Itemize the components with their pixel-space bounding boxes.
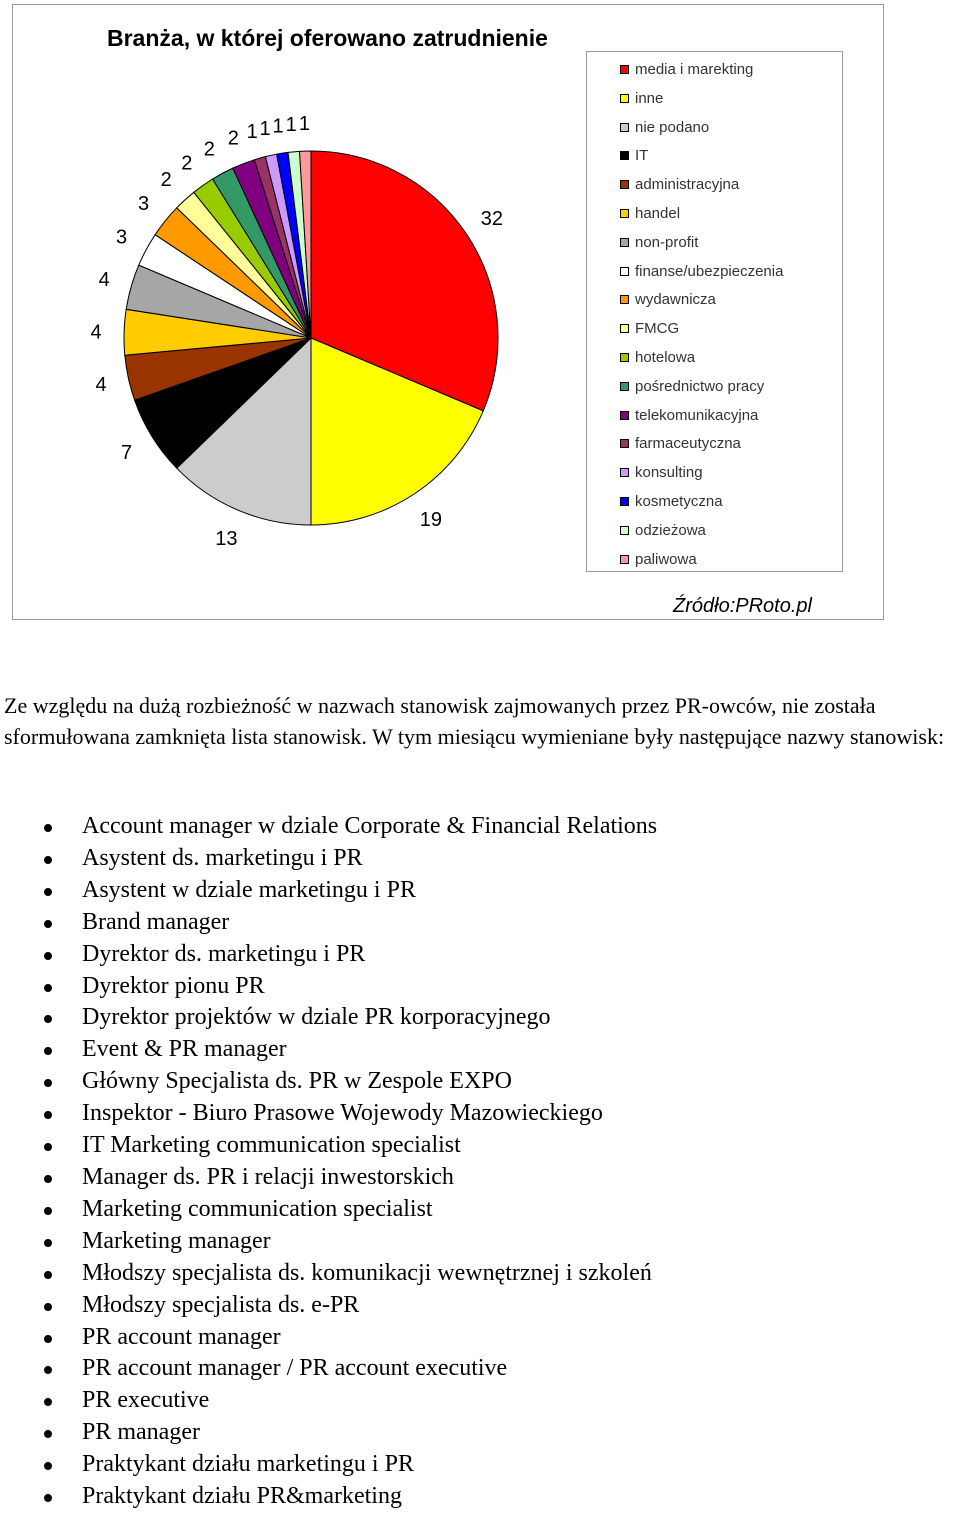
legend-item <box>635 175 739 195</box>
list-item-text: PR executive <box>82 1387 210 1414</box>
legend-item <box>635 377 764 397</box>
legend-swatch <box>620 123 629 132</box>
list-item <box>0 1034 657 1066</box>
legend-item <box>635 521 706 541</box>
list-item <box>0 1258 657 1290</box>
pie-data-label: 7 <box>120 442 133 465</box>
list-item <box>0 875 657 907</box>
legend-item <box>635 492 723 512</box>
list-item <box>0 971 657 1003</box>
list-item <box>0 939 657 971</box>
legend-swatch <box>620 526 629 535</box>
intro-paragraph: Ze względu na dużą rozbieżność w nazwach stanowisk zajmowanych przez PR-owców, nie została sformułowana zamknięta lista stanowisk. W tym miesiącu wymieniane były następujące nazwy stanowisk: <box>4 693 945 749</box>
list-item <box>0 1226 657 1258</box>
pie-data-label: 1 <box>285 113 297 136</box>
bullet-icon <box>44 1079 52 1087</box>
bullet-icon <box>44 1207 52 1215</box>
legend-swatch <box>620 267 629 276</box>
list-item <box>0 1417 657 1449</box>
list-item-text: Praktykant działu marketingu i PR <box>82 1451 414 1478</box>
list-item-text: PR account manager <box>82 1323 281 1350</box>
bullet-icon <box>44 1143 52 1151</box>
list-item <box>0 1449 657 1481</box>
legend-item <box>635 319 679 339</box>
pie-data-label: 1 <box>246 121 258 144</box>
legend-label: konsulting <box>635 464 703 482</box>
bullet-icon <box>44 1175 52 1183</box>
list-item-text: Młodszy specjalista ds. komunikacji wewnętrznej i szkoleń <box>82 1259 652 1286</box>
legend-item <box>635 204 680 224</box>
legend-item <box>635 550 697 570</box>
list-item <box>0 1130 657 1162</box>
bullet-icon <box>44 888 52 896</box>
legend-label: pośrednictwo pracy <box>635 377 765 395</box>
list-item <box>0 907 657 939</box>
legend-label: non-profit <box>635 233 699 251</box>
legend-label: finanse/ubezpieczenia <box>635 262 784 280</box>
legend-item <box>635 434 741 454</box>
list-item-text: Młodszy specjalista ds. e-PR <box>82 1291 360 1318</box>
list-item-text: PR account manager / PR account executive <box>82 1355 508 1382</box>
list-item-text: Asystent ds. marketingu i PR <box>82 844 363 871</box>
list-item-text: Inspektor - Biuro Prasowe Wojewody Mazowieckiego <box>82 1100 603 1127</box>
bullet-icon <box>44 1398 52 1406</box>
legend-swatch <box>620 324 629 333</box>
legend-label: paliwowa <box>635 550 697 568</box>
legend-label: media i marekting <box>635 61 754 78</box>
legend-swatch <box>620 411 629 420</box>
list-item <box>0 1002 657 1034</box>
legend-swatch <box>620 295 629 304</box>
pie-data-label: 2 <box>160 169 172 192</box>
pie-data-label: 13 <box>215 527 238 550</box>
list-item <box>0 1322 657 1354</box>
list-item-text: Brand manager <box>82 908 230 935</box>
legend-label: nie podano <box>635 118 710 136</box>
bullet-icon <box>44 1015 52 1023</box>
legend-label: farmaceutyczna <box>635 435 741 453</box>
pie-chart <box>13 5 585 621</box>
legend-swatch <box>620 94 629 103</box>
bullet-icon <box>44 824 52 832</box>
legend-item <box>635 118 709 138</box>
bullet-icon <box>44 1366 52 1374</box>
bullet-icon <box>44 856 52 864</box>
list-item-text: PR manager <box>82 1419 200 1446</box>
bullet-icon <box>44 1047 52 1055</box>
list-item <box>0 843 657 875</box>
legend-item <box>635 146 648 166</box>
list-item <box>0 1194 657 1226</box>
legend-swatch <box>620 439 629 448</box>
list-item-text: Główny Specjalista ds. PR w Zespole EXPO <box>82 1068 512 1095</box>
list-item-text: Asystent w dziale marketingu i PR <box>82 876 416 903</box>
bullet-icon <box>44 952 52 960</box>
legend-label: wydawnicza <box>635 291 716 309</box>
pie-data-label: 3 <box>116 226 128 249</box>
pie-data-label: 32 <box>480 208 504 231</box>
pie-data-label: 1 <box>272 115 284 138</box>
list-item <box>0 1066 657 1098</box>
legend-item <box>635 60 753 80</box>
list-item <box>0 1353 657 1385</box>
legend-swatch <box>620 497 629 506</box>
pie-data-label: 19 <box>419 508 443 531</box>
list-item-text: Marketing communication specialist <box>82 1195 433 1222</box>
legend-item <box>635 348 695 368</box>
list-item-text: Account manager w dziale Corporate & Financial Relations <box>82 813 658 839</box>
pie-data-label: 2 <box>181 152 193 175</box>
bullet-icon <box>44 984 52 992</box>
legend-swatch <box>620 151 629 160</box>
legend-label: IT <box>635 147 649 165</box>
pie-data-label: 1 <box>259 118 271 140</box>
legend-swatch <box>620 209 629 218</box>
bullet-icon <box>44 1430 52 1438</box>
legend-label: FMCG <box>635 320 680 338</box>
list-item <box>0 1290 657 1322</box>
legend-swatch <box>620 180 629 189</box>
legend-label: inne <box>635 89 664 107</box>
legend-item <box>635 89 663 109</box>
bullet-icon <box>44 920 52 928</box>
legend-label: handel <box>635 205 681 222</box>
list-item <box>0 1481 657 1513</box>
list-item-text: Manager ds. PR i relacji inwestorskich <box>82 1163 454 1190</box>
legend-label: administracyjna <box>635 176 740 194</box>
chart-frame <box>12 4 884 620</box>
legend-swatch <box>620 468 629 477</box>
legend-item <box>635 406 758 426</box>
legend-swatch <box>620 382 629 391</box>
legend-item <box>635 290 716 310</box>
legend-label: odzieżowa <box>635 521 706 539</box>
list-item-text: Dyrektor pionu PR <box>82 972 265 999</box>
bullet-icon <box>44 1462 52 1470</box>
legend-swatch <box>620 555 629 564</box>
pie-data-label: 3 <box>137 193 150 216</box>
bullet-icon <box>44 1271 52 1279</box>
chart-legend <box>586 51 843 572</box>
pie-data-label: 4 <box>95 374 107 396</box>
bullet-icon <box>44 1494 52 1502</box>
list-item <box>0 1162 657 1194</box>
pie-data-label: 4 <box>98 269 110 292</box>
chart-title: Branża, w której oferowano zatrudnienie <box>107 25 548 51</box>
legend-item <box>635 233 698 253</box>
pie-data-label: 2 <box>203 138 215 161</box>
pie-data-label: 1 <box>298 113 310 136</box>
legend-swatch <box>620 65 629 74</box>
legend-label: telekomunikacyjna <box>635 406 759 424</box>
legend-item <box>635 463 703 483</box>
bullet-icon <box>44 1111 52 1119</box>
legend-label: kosmetyczna <box>635 493 723 510</box>
legend-swatch <box>620 238 629 247</box>
list-item <box>0 1385 657 1417</box>
pie-data-label: 2 <box>227 127 239 150</box>
list-item-text: Event & PR manager <box>82 1036 287 1063</box>
bullet-icon <box>44 1303 52 1311</box>
list-item-text: Marketing manager <box>82 1227 271 1254</box>
list-item-text: IT Marketing communication specialist <box>82 1132 461 1159</box>
list-item-text: Dyrektor projektów w dziale PR korporacyjnego <box>82 1004 551 1031</box>
positions-list <box>0 811 657 1513</box>
bullet-icon <box>44 1239 52 1247</box>
legend-swatch <box>620 353 629 362</box>
pie-data-label: 4 <box>90 321 102 344</box>
list-item-text: Praktykant działu PR&marketing <box>82 1483 402 1510</box>
chart-source: Źródło:PRoto.pl <box>673 595 812 617</box>
legend-label: hotelowa <box>635 349 696 366</box>
list-item <box>0 811 657 843</box>
list-item <box>0 1098 657 1130</box>
bullet-icon <box>44 1335 52 1343</box>
legend-item <box>635 262 783 282</box>
list-item-text: Dyrektor ds. marketingu i PR <box>82 940 366 967</box>
